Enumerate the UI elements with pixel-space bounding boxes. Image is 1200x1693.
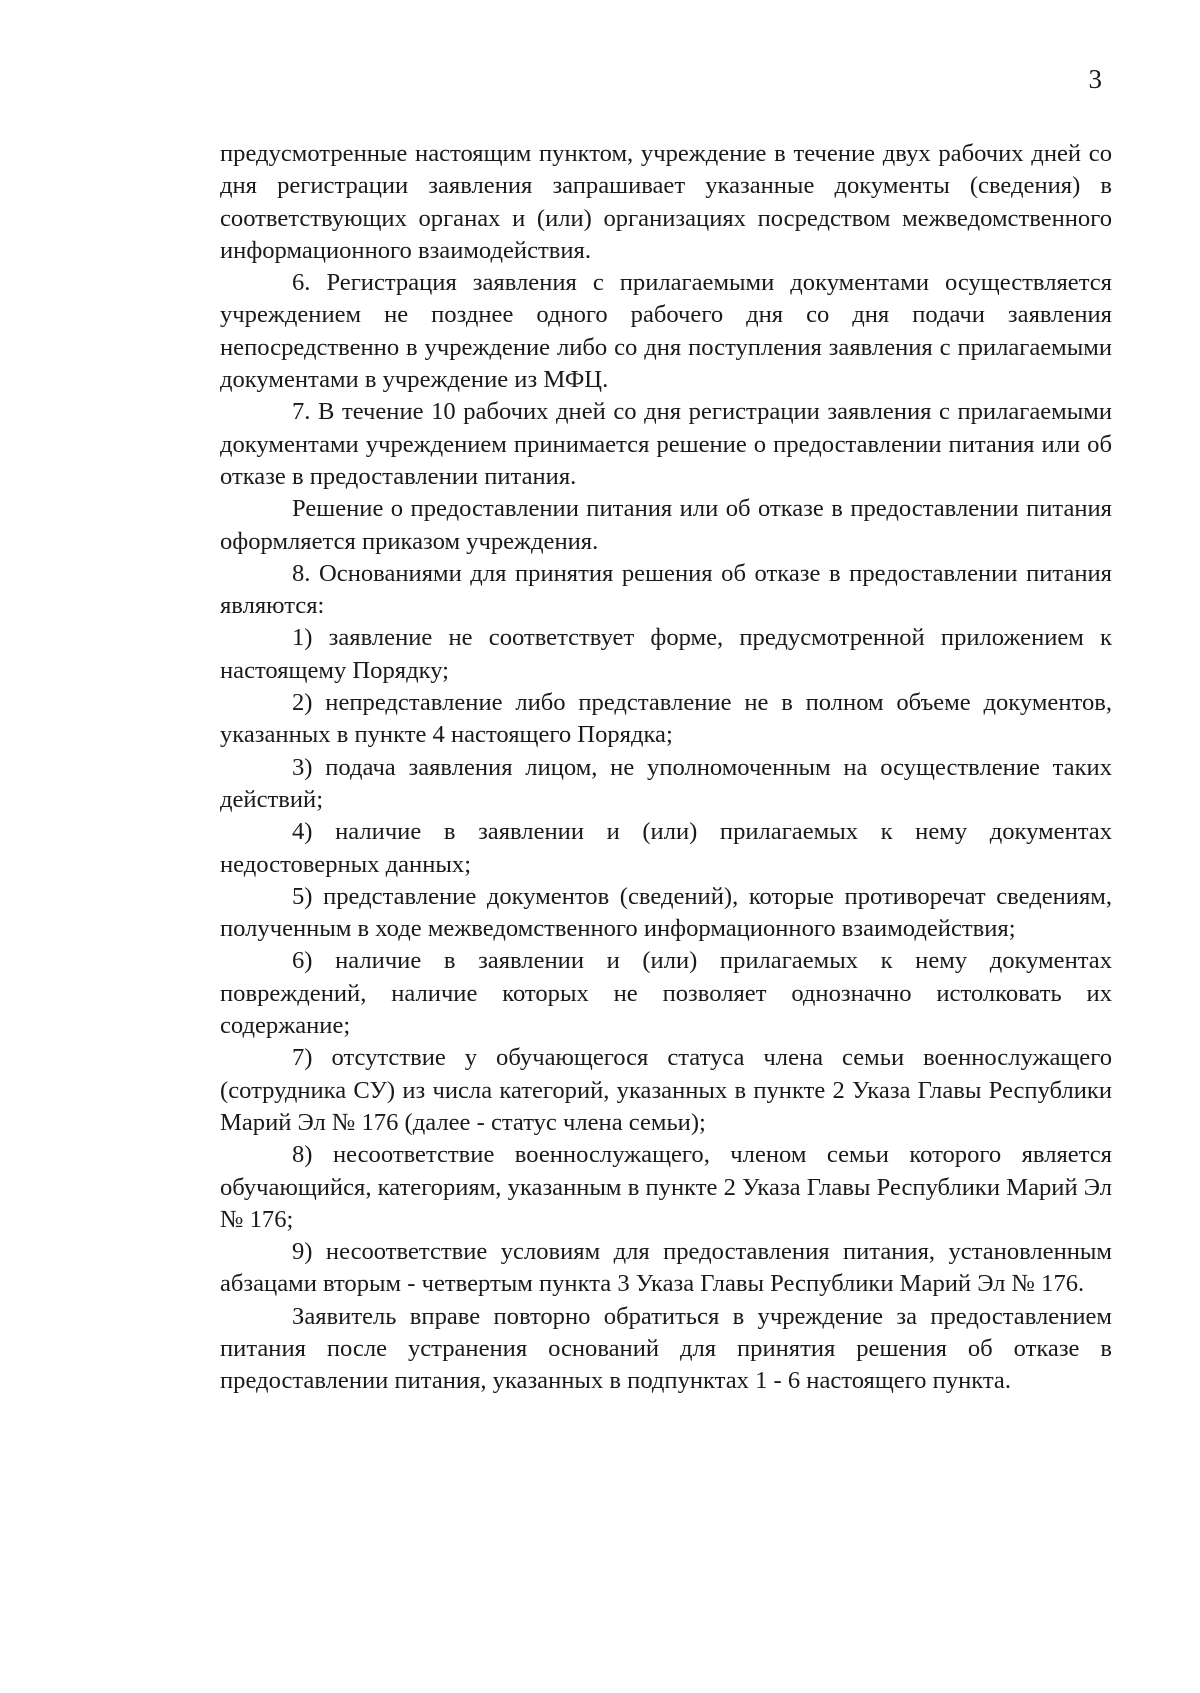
paragraph-decision: Решение о предоставлении питания или об отказе в предоставлении питания оформляется приказом учреждения. — [220, 495, 1112, 555]
document-body — [220, 138, 1112, 1398]
paragraph-item-7: 7. В течение 10 рабочих дней со дня регистрации заявления с прилагаемыми документами учреждением принимается решение о предоставлении питания или об отказе в предоставлении питания. — [220, 398, 1112, 490]
paragraph-item-6: 6. Регистрация заявления с прилагаемыми документами осуществляется учреждением не позднее одного рабочего дня со дня подачи заявления непосредственно в учреждение либо со дня поступления заявления с прилагаемыми документами в учреждение из МФЦ. — [220, 269, 1112, 394]
paragraph-reapply: Заявитель вправе повторно обратиться в учреждение за предоставлением питания после устранения оснований для принятия решения об отказе в предоставлении питания, указанных в подпунктах 1 - 6 настоящего пункта. — [220, 1302, 1112, 1395]
list-item-5: 5) представление документов (сведений), которые противоречат сведениям, полученным в ходе межведомственного информационного взаимодействия; — [220, 882, 1112, 943]
list-item-8: 8) несоответствие военнослужащего, членом семьи которого является обучающийся, категориям, указанным в пункте 2 Указа Главы Республики Марий Эл № 176; — [220, 1141, 1112, 1233]
list-item-3: 3) подача заявления лицом, не уполномоченным на осуществление таких действий; — [220, 753, 1112, 813]
list-item-4: 4) наличие в заявлении и (или) прилагаемых к нему документах недостоверных данных; — [220, 818, 1112, 878]
list-item-1: 1) заявление не соответствует форме, предусмотренной приложением к настоящему Порядку; — [220, 624, 1112, 684]
paragraph-continuation: предусмотренные настоящим пунктом, учреждение в течение двух рабочих дней со дня регистрации заявления запрашивает указанные документы (сведения) в соответствующих органах и (или) организациях посредством межведомственного информационного взаимодействия. — [220, 140, 1112, 264]
list-item-6: 6) наличие в заявлении и (или) прилагаемых к нему документах повреждений, наличие которых не позволяет однозначно истолковать их содержание; — [220, 947, 1112, 1040]
list-item-7: 7) отсутствие у обучающегося статуса члена семьи военнослужащего (сотрудника СУ) из числа категорий, указанных в пункте 2 Указа Главы Республики Марий Эл № 176 (далее - статус члена семьи); — [220, 1044, 1112, 1136]
list-item-9: 9) несоответствие условиям для предоставления питания, установленным абзацами вторым - четвертым пункта 3 Указа Главы Республики Марий Эл № 176. — [220, 1238, 1112, 1298]
paragraph-item-8: 8. Основаниями для принятия решения об отказе в предоставлении питания являются: — [220, 559, 1112, 620]
page-number: 3 — [1088, 64, 1102, 94]
list-item-2: 2) непредставление либо представление не в полном объеме документов, указанных в пункте 4 настоящего Порядка; — [220, 689, 1112, 749]
